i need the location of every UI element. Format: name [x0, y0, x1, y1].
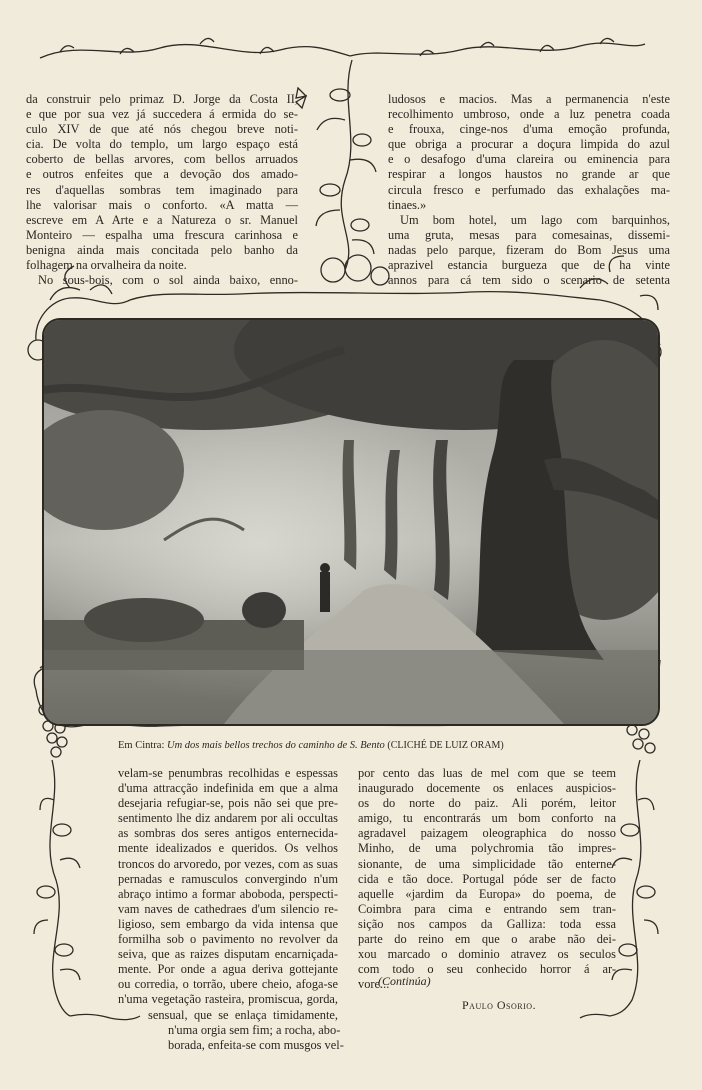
text-line: aquelle «jardim da Europa» do poema, de	[358, 886, 616, 901]
text-line: annos para cá tem sido o scenario de setenta	[388, 273, 670, 288]
text-line: desejaria refugiar-se, pois não sei que pre-	[118, 796, 338, 811]
text-line: tinaes.»	[388, 197, 427, 212]
text-line: benigna ainda mais concitada pelo banho da	[26, 242, 298, 257]
text-line: troncos do arvoredo, por vezes, com as suas	[118, 856, 338, 871]
text-line: agradavel paizagem oleographica do nosso	[358, 826, 616, 841]
text-line: Minho, de uma polychromia tão impres-	[358, 841, 616, 856]
photo-caption	[118, 740, 678, 751]
text-line: sensual, que se enlaça timidamente,	[148, 1007, 338, 1022]
top-right-column	[388, 92, 670, 288]
text-line: d'uma attracção indefinida em que a alma	[118, 781, 338, 796]
text-line: formilha sob o pavimento no revolver da	[118, 932, 338, 947]
text-line: res d'aquellas sombras tem imaginado para	[26, 182, 298, 197]
text-line: inaugurado docemente os enlaces auspicios-	[358, 781, 616, 796]
text-line: seiva, que as raizes disputam encarniçada-	[118, 947, 338, 962]
text-line: nadas pelo parque, fizeram do Bom Jesus uma	[388, 242, 670, 257]
text-line: com todo o seu conhecido horror á ar-	[358, 962, 616, 977]
text-line: sição nos campos da Galliza: toda essa	[358, 916, 616, 931]
text-line: abraço intimo a formar aboboda, perspecti-	[118, 886, 338, 901]
text-line: n'uma orgia sem fim; a rocha, abo-	[168, 1022, 341, 1037]
text-line: aprazivel estancia burgueza que de ha vinte	[388, 258, 670, 273]
text-line: cia. De volta do templo, um largo espaço está	[26, 137, 298, 152]
text-line: as sombras dos seres antigos enternecida-	[118, 826, 338, 841]
forest-scene-illustration	[44, 320, 658, 724]
text-line: n'uma vegetação rasteira, promiscua, gorda,	[118, 992, 338, 1007]
text-line: os do norte do paiz. Ali porém, leitor	[358, 796, 616, 811]
text-line: No sous-bois, com o sol ainda baixo, enno-	[38, 273, 298, 288]
text-line: borada, enfeita-se com musgos vel-	[168, 1037, 344, 1052]
text-line: e o desafogo d'uma clareira ou eminencia para	[388, 152, 670, 167]
caption-prefix: Em Cintra:	[118, 740, 165, 751]
text-line: e que por sua vez já succedera á ermida do se-	[26, 107, 298, 122]
text-line: culo XIV de que até nós chegou breve noti-	[26, 122, 298, 137]
text-line: vore...	[358, 977, 390, 992]
text-line: amigo, tu encontrarás um bom conforto na	[358, 811, 616, 826]
text-line: folhagem na orvalheira da noite.	[26, 258, 187, 273]
top-left-column	[26, 92, 298, 288]
text-line: circula fresco e perfumado das exhalações ma-	[388, 182, 670, 197]
text-line: lhe valorisar mais o conforto. «A matta —	[26, 197, 298, 212]
text-line: Coimbra para cima e entrando sem tran-	[358, 901, 616, 916]
text-line: e outros enfeites que a devoção dos amado-	[26, 167, 298, 182]
text-line: vam naves de cathedraes d'um silencio re-	[118, 901, 338, 916]
text-line: ludosos e macios. Mas a permanencia n'este	[388, 92, 670, 106]
caption-credit: (CLICHÉ DE LUIZ ORAM)	[387, 740, 504, 751]
text-line: sentimento lhe diz andarem por ali occultas	[118, 811, 338, 826]
text-line: ou corredia, o torrão, ubere cheio, afoga-se	[118, 977, 338, 992]
author-signature: Paulo Osorio.	[462, 998, 537, 1012]
text-line: e frouxa, cinge-nos d'uma emoção profunda,	[388, 122, 670, 137]
text-line: Monteiro — espalha uma frescura carinhosa e	[26, 227, 298, 242]
text-line: mente. Por onde a agua deriva gottejante	[118, 962, 338, 977]
text-line: ligioso, sem embargo da vida intensa que	[118, 916, 338, 931]
text-line: respirar a longos haustos no grande ar que	[388, 167, 670, 182]
bottom-right-column	[358, 766, 616, 992]
text-line: da construir pelo primaz D. Jorge da Costa II,	[26, 92, 298, 106]
text-line: que obriga a procurar a doçura limpida do azul	[388, 137, 670, 152]
caption-title: Um dos mais bellos trechos do caminho de S. Bento	[167, 740, 385, 751]
bottom-left-column	[118, 766, 344, 1053]
text-line: mente idealizados e queridos. Os velhos	[118, 841, 338, 856]
text-line: velam-se penumbras recolhidas e espessas	[118, 766, 338, 780]
forest-path-photograph	[42, 318, 660, 726]
text-line: pernadas e ramusculos convergindo n'um	[118, 871, 338, 886]
text-line: xou marcado o dominio atravez os seculos	[358, 947, 616, 962]
text-line: uma gruta, mesas para comesainas, dissemi-	[388, 227, 670, 242]
text-line: recolhimento umbroso, onde a luz penetra coada	[388, 107, 670, 122]
text-line: por cento das luas de mel com que se teem	[358, 766, 616, 780]
text-line: Um bom hotel, um lago com barquinhos,	[400, 212, 670, 227]
text-line: escreve em A Arte e a Natureza o sr. Manuel	[26, 212, 298, 227]
text-line: cida e tão doce. Portugal póde ser de facto	[358, 871, 616, 886]
text-line: coberto de bellas arvores, com bellos arruados	[26, 152, 298, 167]
text-line: parte do reino em que o arabe não dei-	[358, 932, 616, 947]
continued-note: (Continúa)	[378, 974, 431, 988]
text-line: sionante, de uma simplicidade tão enterne-	[358, 856, 616, 871]
